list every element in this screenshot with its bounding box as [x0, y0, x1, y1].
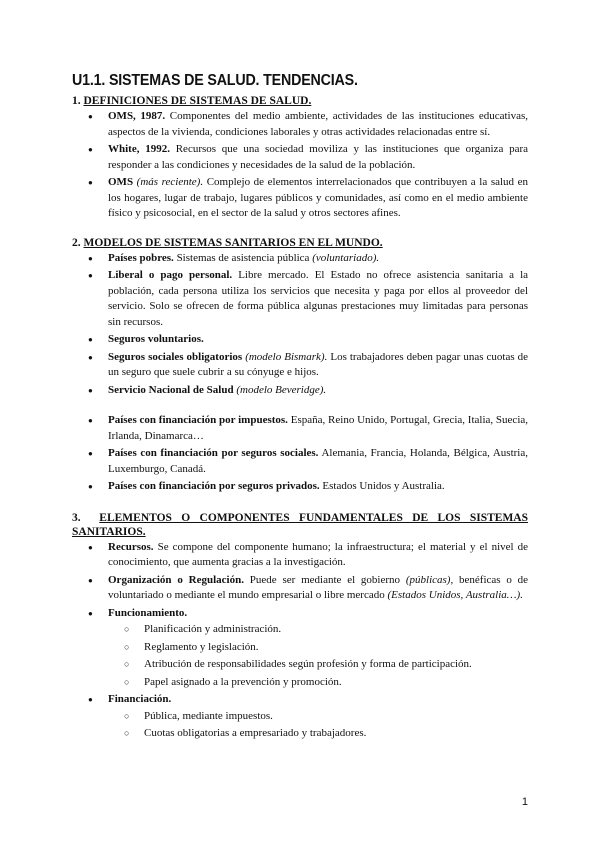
list-item: ● Países con financiación por impuestos. España, Reino Unido, Portugal, Grecia, Italia, Suecia, Irlanda, Dinamarca… — [108, 413, 528, 444]
list-item: ● White, 1992. Recursos que una sociedad moviliza y las instituciones que organiza para responder a las condiciones y necesidades de la salud de la población. — [108, 142, 528, 173]
section-3-heading: 3. ELEMENTOS O COMPONENTES FUNDAMENTALES DE LOS SISTEMAS SANITARIOS. — [72, 511, 528, 538]
section-2-financing-list — [72, 413, 528, 495]
list-item: ● Países con financiación por seguros sociales. Alemania, Francia, Holanda, Bélgica, Austria, Luxemburgo, Canadá. — [108, 446, 528, 477]
section-1-heading: 1. DEFINICIONES DE SISTEMAS DE SALUD. — [72, 95, 312, 107]
sub-list-item: ○ Reglamento y legislación. — [144, 640, 528, 656]
list-item: ● Países pobres. Sistemas de asistencia pública (voluntariado). — [108, 251, 528, 267]
section-2-models-list — [72, 251, 528, 399]
list-item: ● OMS, 1987. Componentes del medio ambiente, actividades de las instituciones educativas, aspectos de la vivienda, condiciones laborales y otras actividades relacionadas entre sí. — [108, 109, 528, 140]
document-title: U1.1. SISTEMAS DE SALUD. TENDENCIAS. — [72, 72, 358, 89]
list-item: ● Financiación. ○ Pública, mediante impuestos. ○ Cuotas obligatorias a empresariado y trabajadores. — [108, 692, 528, 742]
sub-list-item: ○ Cuotas obligatorias a empresariado y trabajadores. — [144, 726, 528, 742]
sub-list-item: ○ Atribución de responsabilidades según profesión y forma de participación. — [144, 657, 528, 673]
list-item: ● Recursos. Se compone del componente humano; la infraestructura; el material y el nivel de conocimiento, que aumenta gracias a la investigación. — [108, 540, 528, 571]
page-number: 1 — [521, 796, 528, 808]
list-item: ● Seguros voluntarios. — [108, 332, 528, 348]
list-item: ● Liberal o pago personal. Libre mercado. El Estado no ofrece asistencia sanitaria a la población, cada persona utiliza los servicios que necesita y paga por ellos al proveedor del servicio. Solo se ofrecen de forma pública algunas prestaciones muy limitadas para personas sin recursos. — [108, 268, 528, 330]
document-page — [72, 72, 528, 744]
funcionamiento-sublist — [108, 622, 528, 690]
list-item: ● Funcionamiento. ○ Planificación y administración. ○ Reglamento y legislación. ○ Atribución de responsabilidades según profesión y forma de participación. ○ Papel asignado a la prevención y promoción. — [108, 606, 528, 691]
list-item: ● Seguros sociales obligatorios (modelo Bismark). Los trabajadores deben pagar unas cuotas de un seguro que suele cubrir a su cónyuge e hijos. — [108, 350, 528, 381]
sub-list-item: ○ Pública, mediante impuestos. — [144, 709, 528, 725]
financiacion-sublist — [108, 709, 528, 742]
list-item: ● OMS (más reciente). Complejo de elementos interrelacionados que contribuyen a la salud en los hogares, lugar de trabajo, lugares públicos y comunidades, así como en el medio ambiente físico y psicosocial, en el sector de la salud y otros sectores afines. — [108, 175, 528, 222]
sub-list-item: ○ Papel asignado a la prevención y promoción. — [144, 675, 528, 691]
list-item: ● Servicio Nacional de Salud (modelo Beveridge). — [108, 383, 528, 399]
section-3-list — [72, 540, 528, 742]
list-item: ● Países con financiación por seguros privados. Estados Unidos y Australia. — [108, 479, 528, 495]
list-item: ● Organización o Regulación. Puede ser mediante el gobierno (públicas), benéficas o de voluntariado o mediante el mundo empresarial o libre mercado (Estados Unidos, Australia…). — [108, 573, 528, 604]
sub-list-item: ○ Planificación y administración. — [144, 622, 528, 638]
section-1-list — [72, 109, 528, 222]
section-2-heading: 2. MODELOS DE SISTEMAS SANITARIOS EN EL MUNDO. — [72, 236, 383, 249]
